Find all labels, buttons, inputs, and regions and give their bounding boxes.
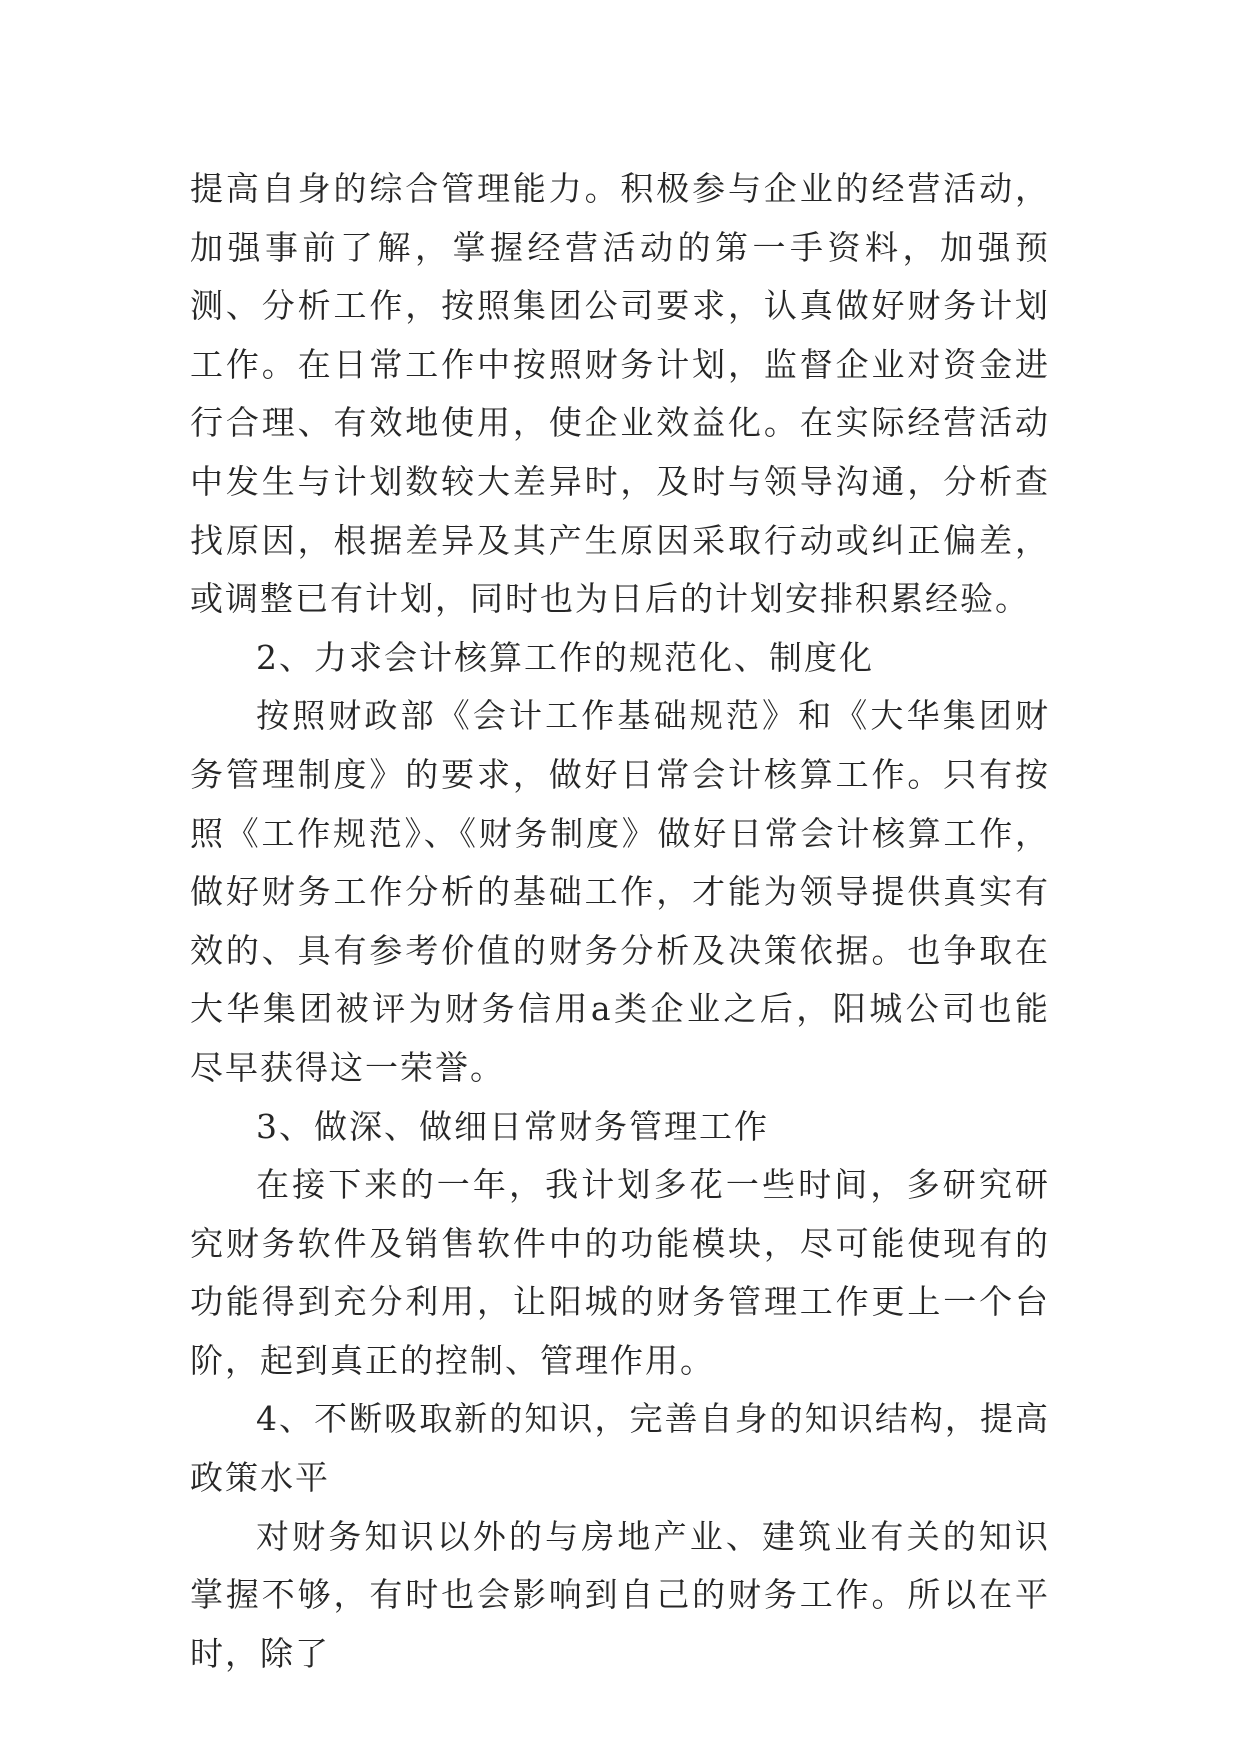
- heading-daily-financial-management: 3、做深、做细日常财务管理工作: [256, 1106, 769, 1146]
- document-body: [190, 160, 1050, 1683]
- paragraph-financial-planning: 提高自身的综合管理能力。积极参与企业的经营活动，加强事前了解，掌握经营活动的第一手资料，加强预测、分析工作，按照集团公司要求，认真做好财务计划工作。在日常工作中按照财务计划，监督企业对资金进行合理、有效地使用，使企业效益化。在实际经营活动中发生与计划数较大差异时，及时与领导沟通，分析查找原因，根据差异及其产生原因采取行动或纠正偏差，或调整已有计划，同时也为日后的计划安排积累经验。: [190, 169, 1050, 619]
- paragraph-accounting-standardization: 按照财政部《会计工作基础规范》和《大华集团财务管理制度》的要求，做好日常会计核算工作。只有按照《工作规范》、《财务制度》做好日常会计核算工作，做好财务工作分析的基础工作，才能为领导提供真实有效的、具有参考价值的财务分析及决策依据。也争取在大华集团被评为财务信用a类企业之后，阳城公司也能尽早获得这一荣誉。: [190, 696, 1050, 1087]
- heading-knowledge-improvement: 4、不断吸取新的知识，完善自身的知识结构，提高政策水平: [190, 1399, 1050, 1498]
- paragraph-knowledge-improvement: 对财务知识以外的与房地产业、建筑业有关的知识掌握不够，有时也会影响到自己的财务工作。所以在平时，除了: [190, 1516, 1050, 1673]
- heading-accounting-standardization: 2、力求会计核算工作的规范化、制度化: [256, 637, 874, 677]
- paragraph-daily-financial-management: 在接下来的一年，我计划多花一些时间，多研究研究财务软件及销售软件中的功能模块，尽可能使现有的功能得到充分利用，让阳城的财务管理工作更上一个台阶，起到真正的控制、管理作用。: [190, 1165, 1050, 1380]
